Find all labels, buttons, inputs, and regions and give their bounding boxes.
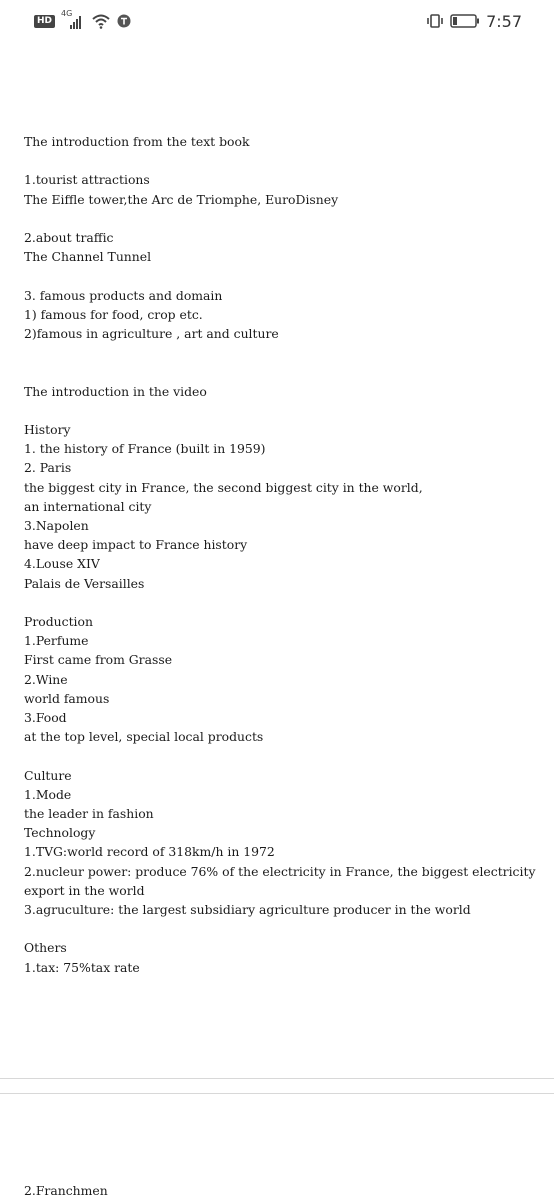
signal-icon	[61, 9, 85, 29]
blank-line	[24, 151, 544, 170]
text-line: 2)famous in agriculture , art and culture	[24, 325, 279, 341]
wifi-icon	[91, 13, 111, 29]
text-line: 1.tourist attractions	[24, 172, 150, 188]
text-line: 4.Louse XIV	[24, 556, 100, 572]
clock-time: 7:57	[486, 11, 522, 31]
notification-icon	[117, 14, 131, 28]
text-line: The Eiffle tower,the Arc de Triomphe, EuroDisney	[24, 191, 339, 207]
text-line: 3.agruculture: the largest subsidiary agriculture producer in the world	[24, 902, 471, 917]
status-right	[426, 11, 522, 31]
text-line: The Channel Tunnel	[24, 249, 152, 265]
text-line: an international city	[24, 498, 152, 514]
text-line: Culture	[24, 767, 72, 783]
blank-line	[24, 266, 544, 285]
hd-icon: HD	[34, 15, 55, 28]
text-line: 2. Paris	[24, 460, 72, 476]
vibrate-icon	[426, 13, 444, 29]
battery-icon	[450, 14, 480, 28]
text-line: 3. famous products and domain	[24, 287, 223, 303]
text-line: have deep impact to France history	[24, 537, 248, 553]
network-type-label: 4G	[61, 9, 73, 18]
text-line: 2.about traffic	[24, 229, 114, 245]
blank-line	[24, 593, 544, 612]
text-line: 2.Wine	[24, 671, 68, 687]
text-line: 1) famous for food, crop etc.	[24, 306, 203, 322]
text-line: 1.TVG:world record of 318km/h in 1972	[24, 844, 275, 860]
text-line: 1. the history of France (built in 1959)	[24, 441, 266, 457]
blank-line	[24, 401, 544, 420]
blank-line	[24, 746, 544, 765]
text-line: 2.nucleur power: produce 76% of the electricity in France, the biggest electricity	[24, 863, 536, 879]
page-break-divider	[0, 1078, 554, 1094]
status-left	[34, 9, 131, 30]
status-bar	[0, 0, 554, 44]
text-line: Production	[24, 613, 93, 629]
text-line: Technology	[24, 825, 96, 841]
blank-line	[24, 209, 544, 228]
blank-line	[24, 919, 544, 938]
text-line: Others	[24, 940, 67, 956]
text-line: History	[24, 421, 71, 437]
text-line: export in the world	[24, 882, 145, 898]
blank-line	[24, 362, 544, 381]
text-line: First came from Grasse	[24, 652, 173, 668]
text-line: 3.Napolen	[24, 517, 89, 533]
text-line: 1.Perfume	[24, 633, 89, 649]
text-line: 1.tax: 75%tax rate	[24, 959, 140, 975]
document-body	[24, 132, 544, 977]
text-line: the biggest city in France, the second biggest city in the world,	[24, 479, 423, 495]
text-line: at the top level, special local products	[24, 729, 264, 745]
text-line: the leader in fashion	[24, 805, 154, 821]
page-2-first-line: 2.Franchmen	[24, 1183, 108, 1198]
text-line: The introduction from the text book	[24, 134, 250, 149]
text-line: world famous	[24, 690, 110, 706]
text-line: 1.Mode	[24, 786, 72, 802]
text-line: The introduction in the video	[24, 383, 207, 399]
text-line: 3.Food	[24, 709, 67, 725]
blank-line	[24, 343, 544, 362]
text-line: Palais de Versailles	[24, 575, 145, 591]
